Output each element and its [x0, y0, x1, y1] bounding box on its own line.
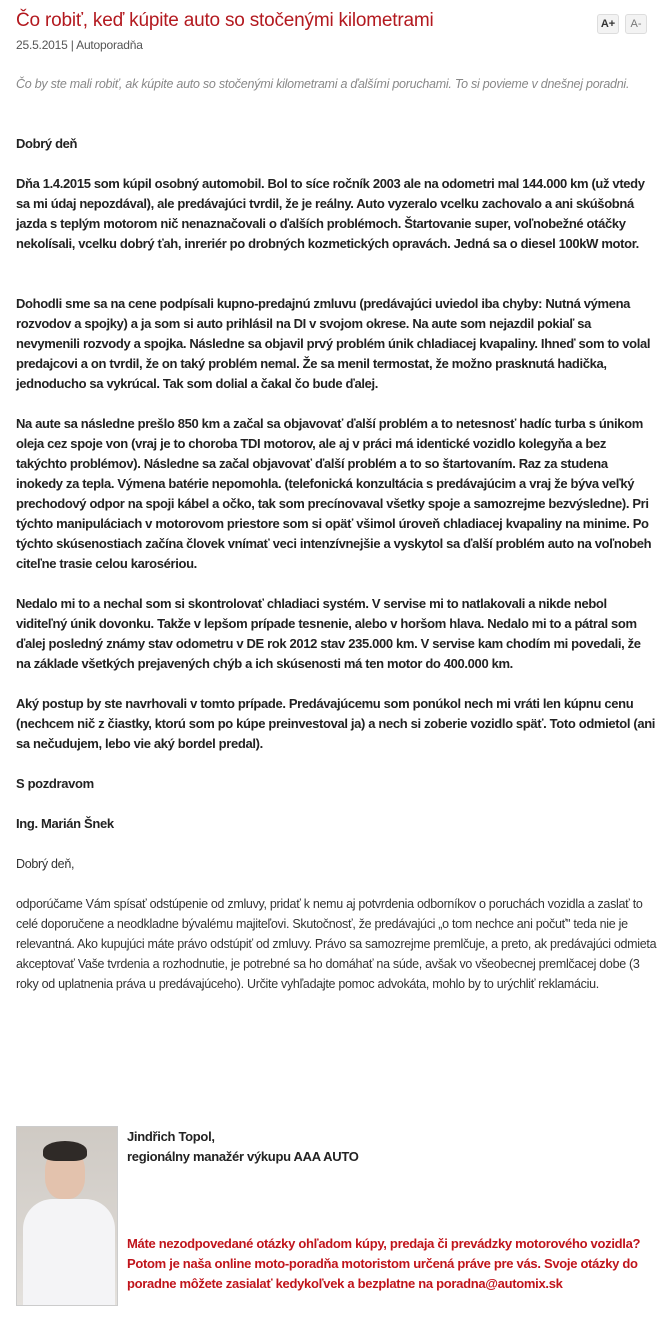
question-paragraph: Dohodli sme sa na cene podpísali kupno-predajnú zmluvu (predávajúci uviedol iba chyby: Nutná výmena rozvodov a spojky) a ja som si auto prihlásil na DI v svojom okrese. Na aute som nejazdil pokiaľ sa nevymenili rozvody a spojka. Následne sa objavil prvý problém únik chladiacej kvapaliny. Ihneď som to volal predajcovi a on tvrdil, že on taký problém nemal. Že sa menil termostat, že možno prasknutá hadička, jednoducho sa vykrúcal. Tak som dolial a čakal čo bude ďalej.: [16, 296, 651, 391]
photo-hair: [43, 1141, 87, 1161]
article-title: Čo robiť, keď kúpite auto so stočenými kilometrami: [16, 10, 434, 31]
answer-greeting: Dobrý deň,: [16, 857, 75, 871]
expert-photo: [16, 1126, 118, 1306]
decrease-font-button[interactable]: A-: [625, 14, 647, 34]
meta-separator: |: [70, 38, 74, 52]
advice-promo: [127, 1234, 647, 1294]
article-category[interactable]: Autoporadňa: [76, 38, 143, 52]
question-paragraph: Nedalo mi to a nechal som si skontrolovať chladiaci systém. V servise mi to natlakovali a nikde nebol viditeľný únik dovonku. Takže v lepšom prípade tesnenie, alebo v horšom hlava. Nedalo mi to a pátral som ďalej posledný známy stav odometru v DE rok 2012 stav 235.000 km. V servise kam chodím mi povedali, že na základe všetkých prejavených chýb a ich skúsenosti má ten motor do 400.000 km.: [16, 596, 641, 671]
article-date: 25.5.2015: [16, 38, 68, 52]
expert-signature: [127, 1127, 359, 1167]
article-perex: Čo by ste mali robiť, ak kúpite auto so stočenými kilometrami a ďalšími poruchami. To si povieme v dnešnej poradni.: [16, 77, 630, 91]
expert-position: regionálny manažér výkupu AAA AUTO: [127, 1149, 359, 1164]
expert-name: Jindřich Topol,: [127, 1129, 215, 1144]
question-paragraph: Dňa 1.4.2015 som kúpil osobný automobil. Bol to síce ročník 2003 ale na odometri mal 144.000 km (už vtedy sa mi údaj nepozdával), ale predávajúci tvrdil, že je reálny. Auto vyzeralo vcelku zachovalo a ani skúšobná jazda s teplým motorom nič nenaznačovali o ďalších problémoch. Štartovanie super, voľnobežné otáčky nekolísali, vcelku dobrý ťah, inreriér po drobných kozmetických opravách. Jedná sa o diesel 100kW motor.: [16, 176, 645, 251]
increase-font-button[interactable]: A+: [597, 14, 619, 34]
photo-shirt: [23, 1199, 115, 1306]
question-paragraph: Aký postup by ste navrhovali v tomto prípade. Predávajúcemu som ponúkol nech mi vráti len kúpnu cenu (nechcem nič z čiastky, ktorú som po kúpe preinvestoval ja) a nech si zoberie vozidlo späť. Toto odmietol (ani sa nečudujem, lebo vie aký bordel predal).: [16, 696, 656, 751]
question-greeting: Dobrý deň: [16, 136, 78, 151]
answer-paragraph: odporúčame Vám spísať odstúpenie od zmluvy, pridať k nemu aj potvrdenia odborníkov o poruchách vozidla a zaslať to celé doporučene a neodkladne bývalému majiteľovi. Skutočnosť, že predávajúci „o tom nechce ani počuť" teda nie je relevantná. Ako kupujúci máte právo odstúpiť od zmluvy. Právo sa samozrejme premlčuje, a preto, ak predávajúci odmieta akceptovať Vaše tvrdenia a rozhodnutie, je potrebné sa ho domáhať na súde, avšak vo všeobecnej premlčacej dobe (3 roky od uplatnenia práva u predávajúceho). Určite vyhľadajte pomoc advokáta, mohlo by to urýchliť reklamáciu.: [16, 897, 657, 991]
question-closing: S pozdravom: [16, 776, 94, 791]
question-author: Ing. Marián Šnek: [16, 816, 114, 831]
promo-text: Máte nezodpovedané otázky ohľadom kúpy, predaja či prevádzky motorového vozidla? Potom je naša online moto-poradňa motoristom určená práve pre vás. Svoje otázky do poradne môžete zasialať kedykoľvek a bezplatne na: [127, 1236, 641, 1291]
email-link[interactable]: poradna@automix.sk: [436, 1276, 563, 1291]
question-paragraph: Na aute sa následne prešlo 850 km a začal sa objavovať ďalší problém a to netesnosť hadíc turba s únikom oleja cez spoje von (vraj je to choroba TDI motorov, ale aj v práci má identické vozidlo kolegyňa a bez takýchto problémov). Následne sa začal objavovať ďalší problém a to so štartovaním. Raz za studena inokedy za tepla. Výmena batérie nepomohla. (telefonická konzultácia s predávajúcim a vraj že býva veľký prechodový odpor na spoji kábel a očko, tak som precínovaval všetky spoje a samozrejme bezvýsledne). Pri týchto manipuláciach v motorovom priestore som si opäť všimol úroveň chladiacej kvapaliny na minime. Po týchto skúsenostiach začína človek vnímať veci intenzívnejšie a vyskytol sa ďalší problém auto na voľnobeh citeľne trasie celou karosériou.: [16, 416, 652, 571]
article-meta: [16, 38, 143, 52]
font-size-tools: [597, 14, 647, 34]
